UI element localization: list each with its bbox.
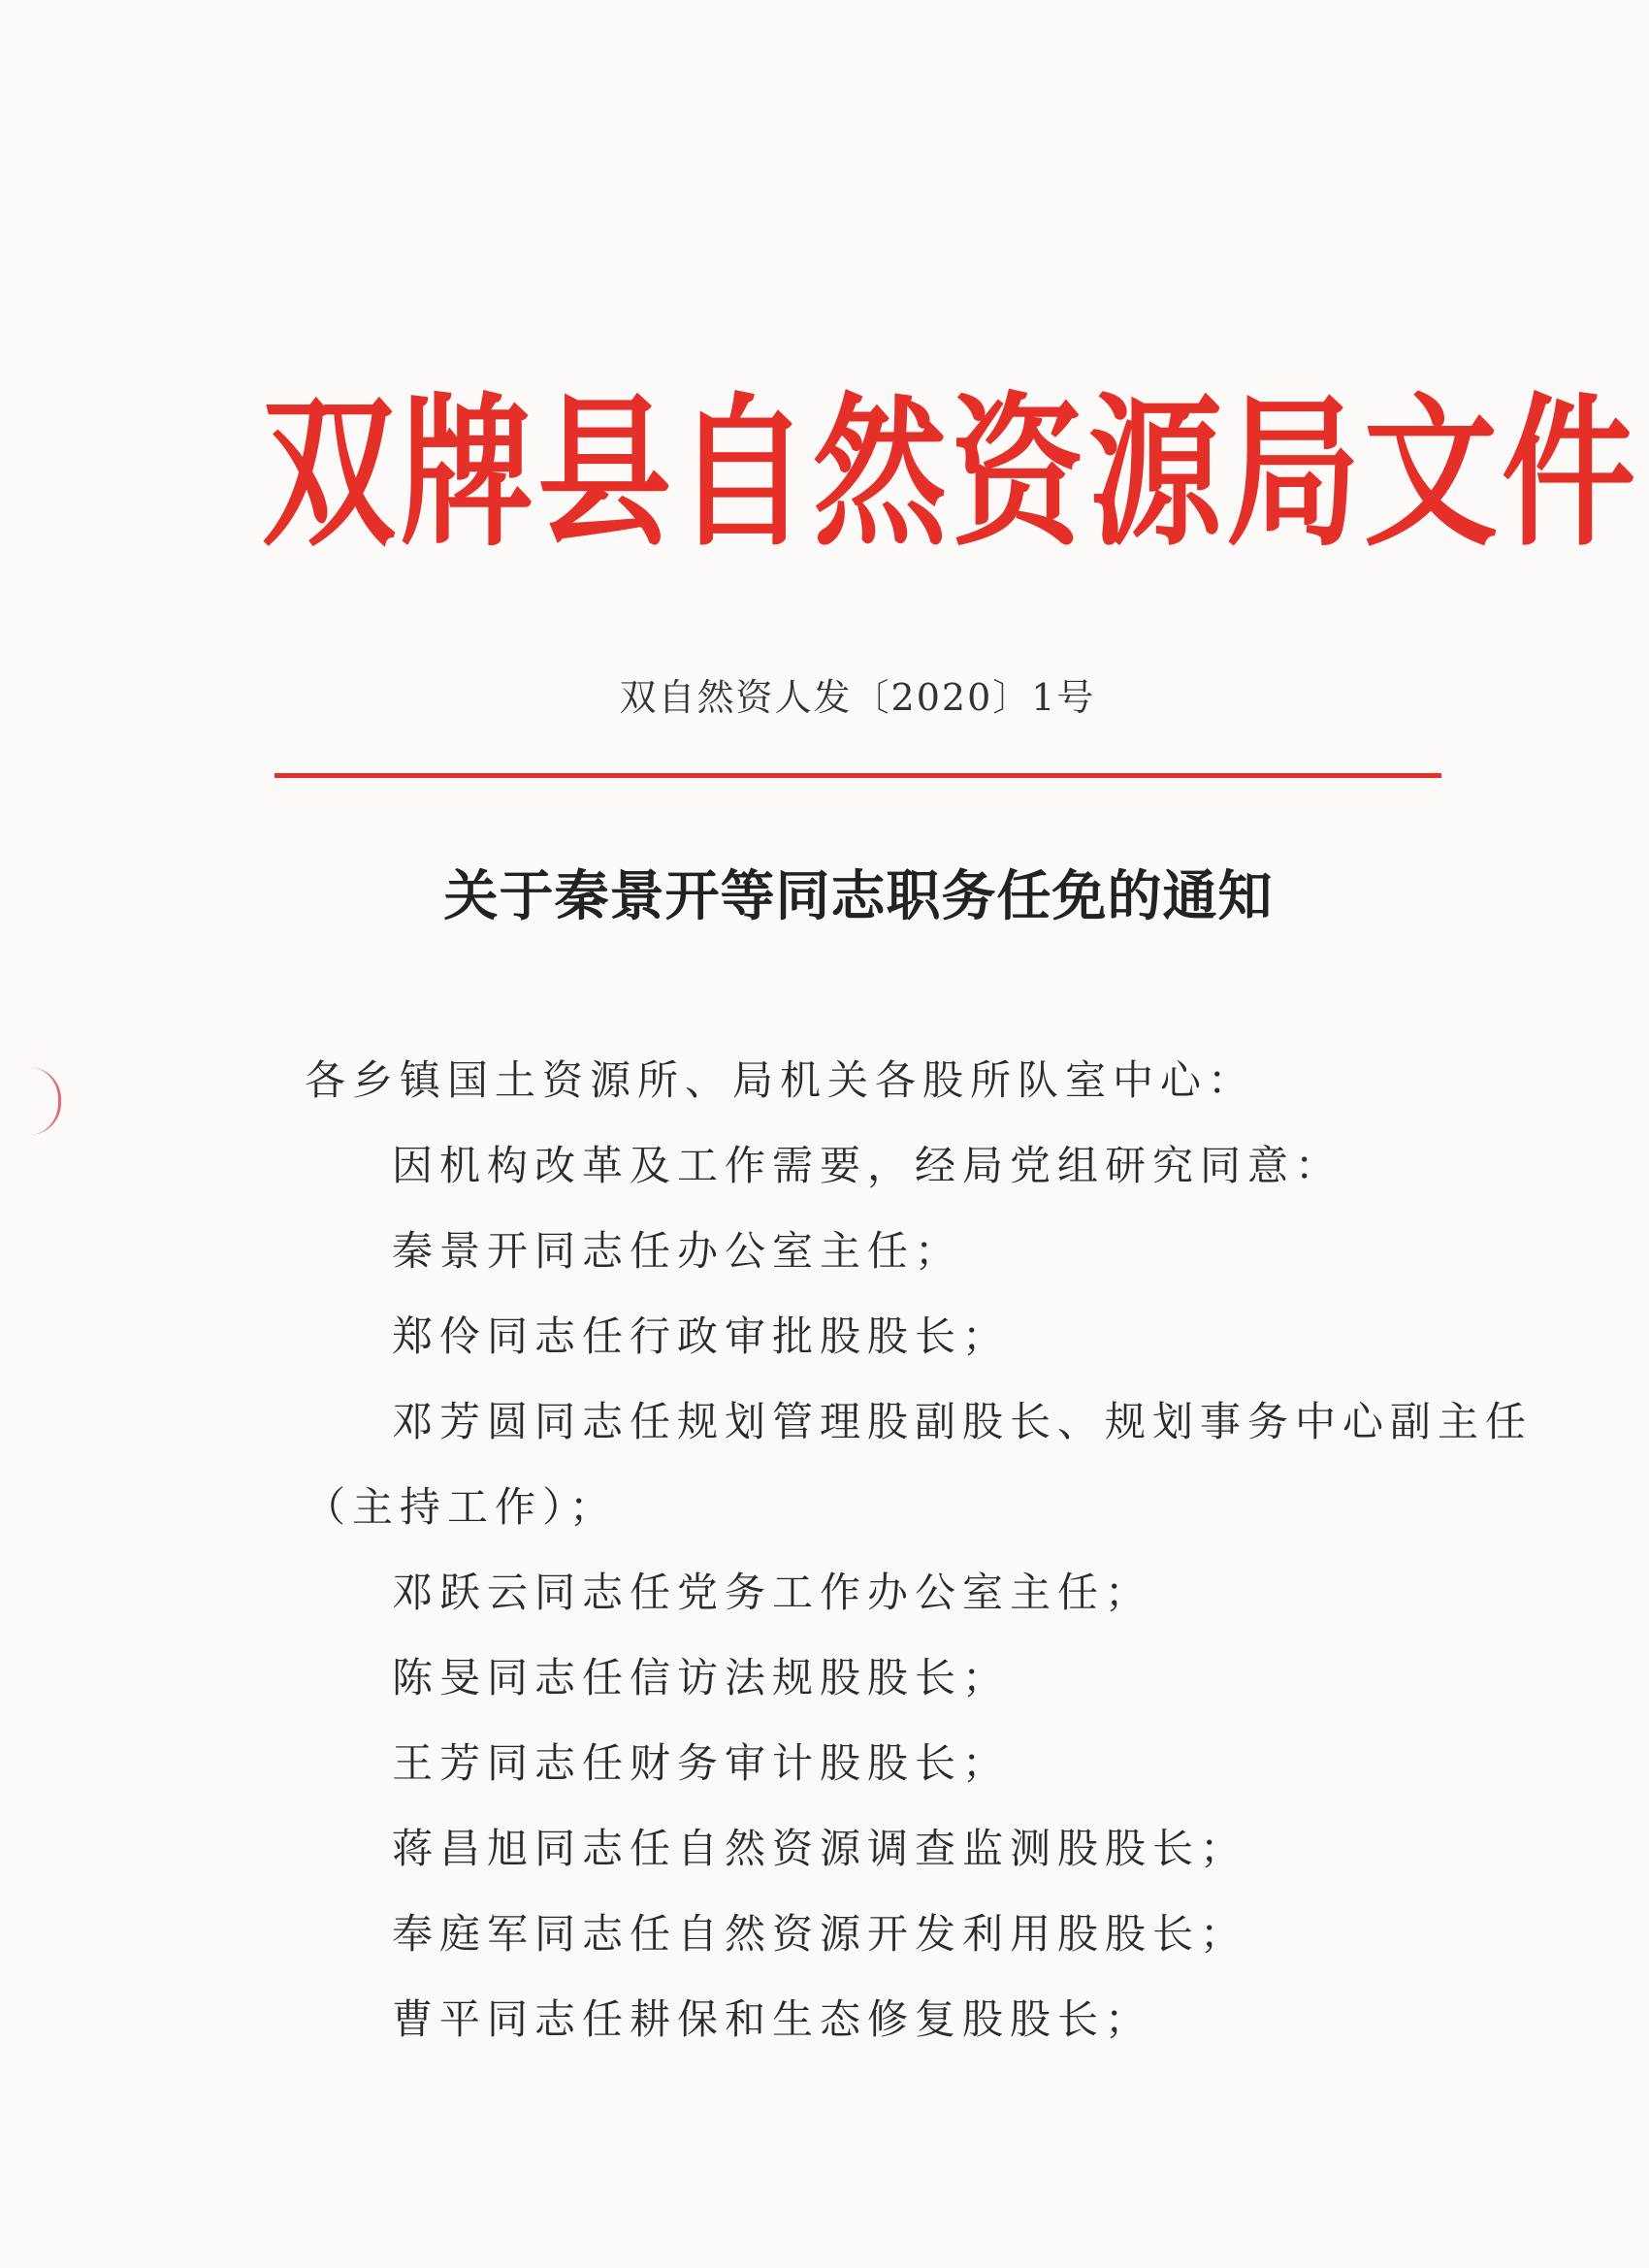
appointment-item-continuation: （主持工作）； bbox=[305, 1483, 618, 1531]
red-divider-line bbox=[275, 773, 1441, 778]
appointment-item: 邓跃云同志任党务工作办公室主任； bbox=[392, 1569, 1153, 1616]
appointment-item: 陈旻同志任信访法规股股长； bbox=[392, 1654, 1011, 1701]
appointment-item: 郑伶同志任行政审批股股长； bbox=[392, 1312, 1011, 1360]
appointment-item: 秦景开同志任办公室主任； bbox=[392, 1227, 963, 1275]
appointment-item: 邓芳圆同志任规划管理股副股长、规划事务中心副主任 bbox=[392, 1398, 1534, 1445]
appointment-item: 蒋昌旭同志任自然资源调查监测股股长； bbox=[392, 1825, 1248, 1872]
document-title: 关于秦景开等同志职务任免的通知 bbox=[443, 864, 1274, 928]
document-masthead: 双牌县自然资源局文件 bbox=[262, 377, 1640, 569]
binding-mark bbox=[29, 1067, 61, 1135]
appointment-item: 曹平同志任耕保和生态修复股股长； bbox=[392, 1995, 1153, 2043]
appointment-item: 奉庭军同志任自然资源开发利用股股长； bbox=[392, 1910, 1248, 1958]
recipient-line: 各乡镇国土资源所、局机关各股所队室中心： bbox=[305, 1056, 1256, 1104]
document-body bbox=[305, 1038, 1534, 2062]
appointment-item: 王芳同志任财务审计股股长； bbox=[392, 1739, 1011, 1787]
intro-paragraph: 因机构改革及工作需要，经局党组研究同意： bbox=[392, 1142, 1343, 1189]
document-number: 双自然资人发〔2020〕1号 bbox=[619, 676, 1096, 719]
